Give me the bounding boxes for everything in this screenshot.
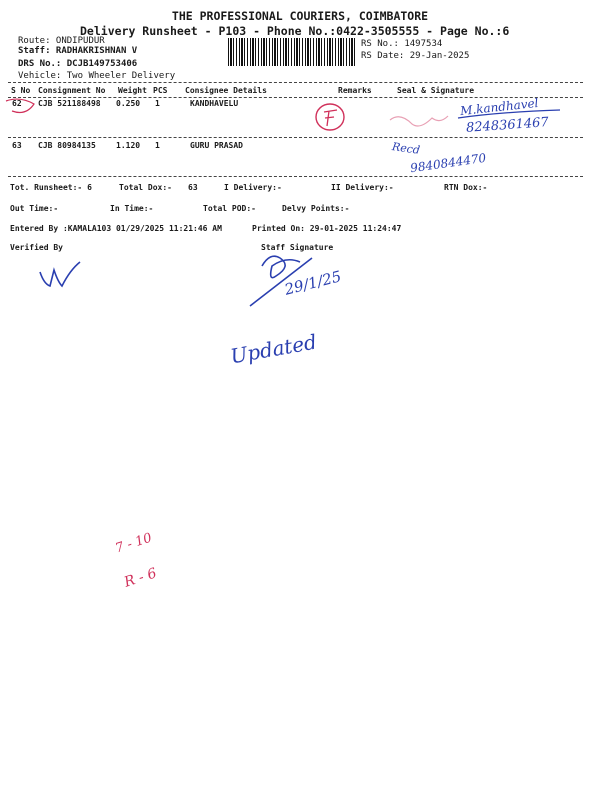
col-sno: S No <box>11 86 31 95</box>
col-pcs: PCS <box>153 86 168 95</box>
col-consignee: Consignee Details <box>185 86 267 95</box>
total-dox-value: 63 <box>188 183 198 192</box>
row-consignee: KANDHAVELU <box>190 99 239 108</box>
row-weight: 1.120 <box>116 141 141 150</box>
row-consignment: CJB 80984135 <box>38 141 96 150</box>
drs-number: DRS No.: DCJB149753406 <box>18 59 138 69</box>
hand-date: 29/1/25 <box>282 267 344 299</box>
row-sno: 63 <box>12 141 22 150</box>
verified-by-label: Verified By <box>10 243 63 252</box>
seal-smudge <box>390 116 448 126</box>
entered-by: Entered By :KAMALA103 01/29/2025 11:21:46 AM <box>10 224 222 233</box>
rs-number: RS No.: 1497534 <box>361 39 443 49</box>
in-time: In Time:- <box>110 204 154 213</box>
hand-received: Recd <box>391 140 421 157</box>
row-sno: 62 <box>12 99 22 108</box>
total-pod: Total POD:- <box>203 204 256 213</box>
row-weight: 0.250 <box>116 99 141 108</box>
printed-on: Printed On: 29-01-2025 11:24:47 <box>252 224 402 233</box>
staff-signature-label: Staff Signature <box>261 243 334 252</box>
i-delivery: I Delivery:- <box>224 183 282 192</box>
col-consignment: Consignment No <box>38 86 106 95</box>
col-remarks: Remarks <box>338 86 372 95</box>
hand-note-1: 7 - 10 <box>113 530 154 557</box>
tot-runsheet: Tot. Runsheet:- 6 <box>10 183 92 192</box>
hand-phone-1: 8248361467 <box>465 115 550 136</box>
route: Route: ONDIPUDUR <box>18 36 105 46</box>
runsheet-title: Delivery Runsheet - P103 - Phone No.:0422-3505555 - Page No.:6 <box>80 24 510 38</box>
red-circle-sno <box>6 99 34 112</box>
red-f-mark <box>324 110 337 126</box>
hand-updated: Updated <box>228 329 319 369</box>
out-time: Out Time:- <box>10 204 59 213</box>
col-seal-signature: Seal & Signature <box>397 86 475 95</box>
row-pcs: 1 <box>155 99 160 108</box>
hand-sig-name: M.kandhavel <box>459 95 540 119</box>
ii-delivery: II Delivery:- <box>331 183 394 192</box>
col-weight: Weight <box>118 86 147 95</box>
staff: Staff: RADHAKRISHNAN V <box>18 46 138 56</box>
rtn-dox: RTN Dox:- <box>444 183 488 192</box>
company-name: THE PROFESSIONAL COURIERS, COIMBATORE <box>171 9 429 23</box>
rs-date: RS Date: 29-Jan-2025 <box>361 51 470 61</box>
total-dox: Total Dox:- <box>119 183 172 192</box>
vehicle: Vehicle: Two Wheeler Delivery <box>18 71 176 81</box>
delvy-points: Delvy Points:- <box>282 204 350 213</box>
row-consignment: CJB 521188498 <box>38 99 101 108</box>
row-consignee: GURU PRASAD <box>190 141 243 150</box>
row-pcs: 1 <box>155 141 160 150</box>
verified-signature <box>40 262 80 286</box>
hand-note-2: R - 6 <box>122 565 159 591</box>
hand-phone-2: 9840844470 <box>409 150 487 176</box>
